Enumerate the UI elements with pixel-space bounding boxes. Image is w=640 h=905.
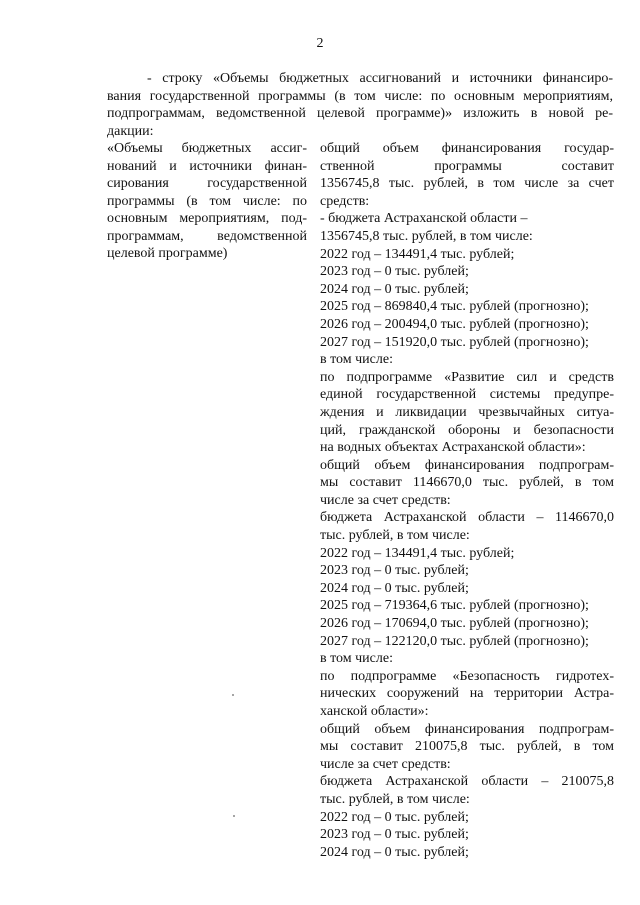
left-column-line: программы (в том числе: по bbox=[107, 193, 307, 209]
right-column-line: мы составит 210075,8 тыс. рублей, в том bbox=[320, 739, 614, 755]
right-column-line: числе за счет средств: bbox=[320, 492, 451, 508]
right-column-line: мы составит 1146670,0 тыс. рублей, в том bbox=[320, 475, 614, 491]
right-column-line: ждения и ликвидации чрезвычайных ситуа- bbox=[320, 404, 614, 420]
left-column-heading bbox=[107, 140, 307, 263]
right-column-line: числе за счет средств: bbox=[320, 756, 451, 772]
right-column-line: общий объем финансирования государ- bbox=[320, 141, 614, 156]
right-column-line: в том числе: bbox=[320, 352, 393, 368]
left-column-line: нований и источники финан- bbox=[107, 158, 307, 174]
right-column-line: - бюджета Астраханской области – bbox=[320, 211, 528, 227]
right-column-line: ханской области»: bbox=[320, 704, 429, 719]
right-column-line: 2024 год – 0 тыс. рублей; bbox=[320, 844, 469, 860]
right-column-line: 2024 год – 0 тыс. рублей; bbox=[320, 281, 469, 297]
right-column-line: по подпрограмме «Безопасность гидротех- bbox=[320, 668, 614, 684]
right-column-line: 2027 год – 151920,0 тыс. рублей (прогнозно); bbox=[320, 334, 589, 350]
right-column-line: 2025 год – 869840,4 тыс. рублей (прогнозно); bbox=[320, 299, 589, 315]
right-column-line: 2023 год – 0 тыс. рублей; bbox=[320, 563, 469, 579]
intro-line: подпрограммам, ведомственной целевой программе)» изложить в новой ре- bbox=[107, 106, 613, 121]
right-column-line: 2026 год – 170694,0 тыс. рублей (прогнозно); bbox=[320, 616, 589, 632]
right-column-line: 2027 год – 122120,0 тыс. рублей (прогнозно); bbox=[320, 633, 589, 649]
right-column-line: 2024 год – 0 тыс. рублей; bbox=[320, 580, 469, 596]
left-column-line: сирования государственной bbox=[107, 176, 307, 191]
right-column-line: средств: bbox=[320, 193, 370, 209]
scan-speck bbox=[233, 815, 235, 817]
right-column-line: ственной программы составит bbox=[320, 158, 614, 174]
right-column-line: на водных объектах Астраханской области»: bbox=[320, 440, 586, 456]
right-column-line: тыс. рублей, в том числе: bbox=[320, 528, 470, 544]
right-column-line: 2026 год – 200494,0 тыс. рублей (прогнозно); bbox=[320, 316, 589, 332]
left-column-line: целевой программе) bbox=[107, 246, 228, 261]
right-column-content bbox=[320, 140, 614, 861]
right-column-line: ций, гражданской обороны и безопасности bbox=[320, 422, 614, 438]
right-column-line: 2022 год – 0 тыс. рублей; bbox=[320, 809, 469, 825]
page-number: 2 bbox=[316, 36, 324, 51]
intro-line: - строку «Объемы бюджетных ассигнований и источники финансиро- bbox=[147, 71, 613, 86]
right-column-line: 2023 год – 0 тыс. рублей; bbox=[320, 827, 469, 843]
intro-line: вания государственной программы (в том числе: по основным мероприятиям, bbox=[107, 88, 613, 104]
right-column-line: тыс. рублей, в том числе: bbox=[320, 791, 470, 807]
right-column-line: 2025 год – 719364,6 тыс. рублей (прогнозно); bbox=[320, 598, 589, 614]
left-column-line: программам, ведомственной bbox=[107, 228, 307, 244]
right-column-line: общий объем финансирования подпрограм- bbox=[320, 457, 614, 473]
left-column-line: основным мероприятиям, под- bbox=[107, 211, 307, 226]
scan-speck bbox=[232, 694, 234, 696]
right-column-line: бюджета Астраханской области – 210075,8 bbox=[320, 774, 614, 790]
left-column-line: «Объемы бюджетных ассиг- bbox=[107, 141, 307, 156]
right-column-line: общий объем финансирования подпрограм- bbox=[320, 721, 614, 737]
right-column-line: 1356745,8 тыс. рублей, в том числе за счет bbox=[320, 176, 614, 192]
right-column-line: нических сооружений на территории Астра- bbox=[320, 686, 614, 702]
right-column-line: в том числе: bbox=[320, 651, 393, 667]
intro-line: дакции: bbox=[107, 123, 154, 139]
right-column-line: бюджета Астраханской области – 1146670,0 bbox=[320, 510, 614, 526]
intro-paragraph bbox=[107, 70, 613, 140]
right-column-line: по подпрограмме «Развитие сил и средств bbox=[320, 369, 614, 385]
right-column-line: 2023 год – 0 тыс. рублей; bbox=[320, 264, 469, 280]
right-column-line: единой государственной системы предупре- bbox=[320, 387, 614, 403]
right-column-line: 2022 год – 134491,4 тыс. рублей; bbox=[320, 545, 515, 561]
right-column-line: 1356745,8 тыс. рублей, в том числе: bbox=[320, 228, 533, 244]
right-column-line: 2022 год – 134491,4 тыс. рублей; bbox=[320, 246, 515, 262]
